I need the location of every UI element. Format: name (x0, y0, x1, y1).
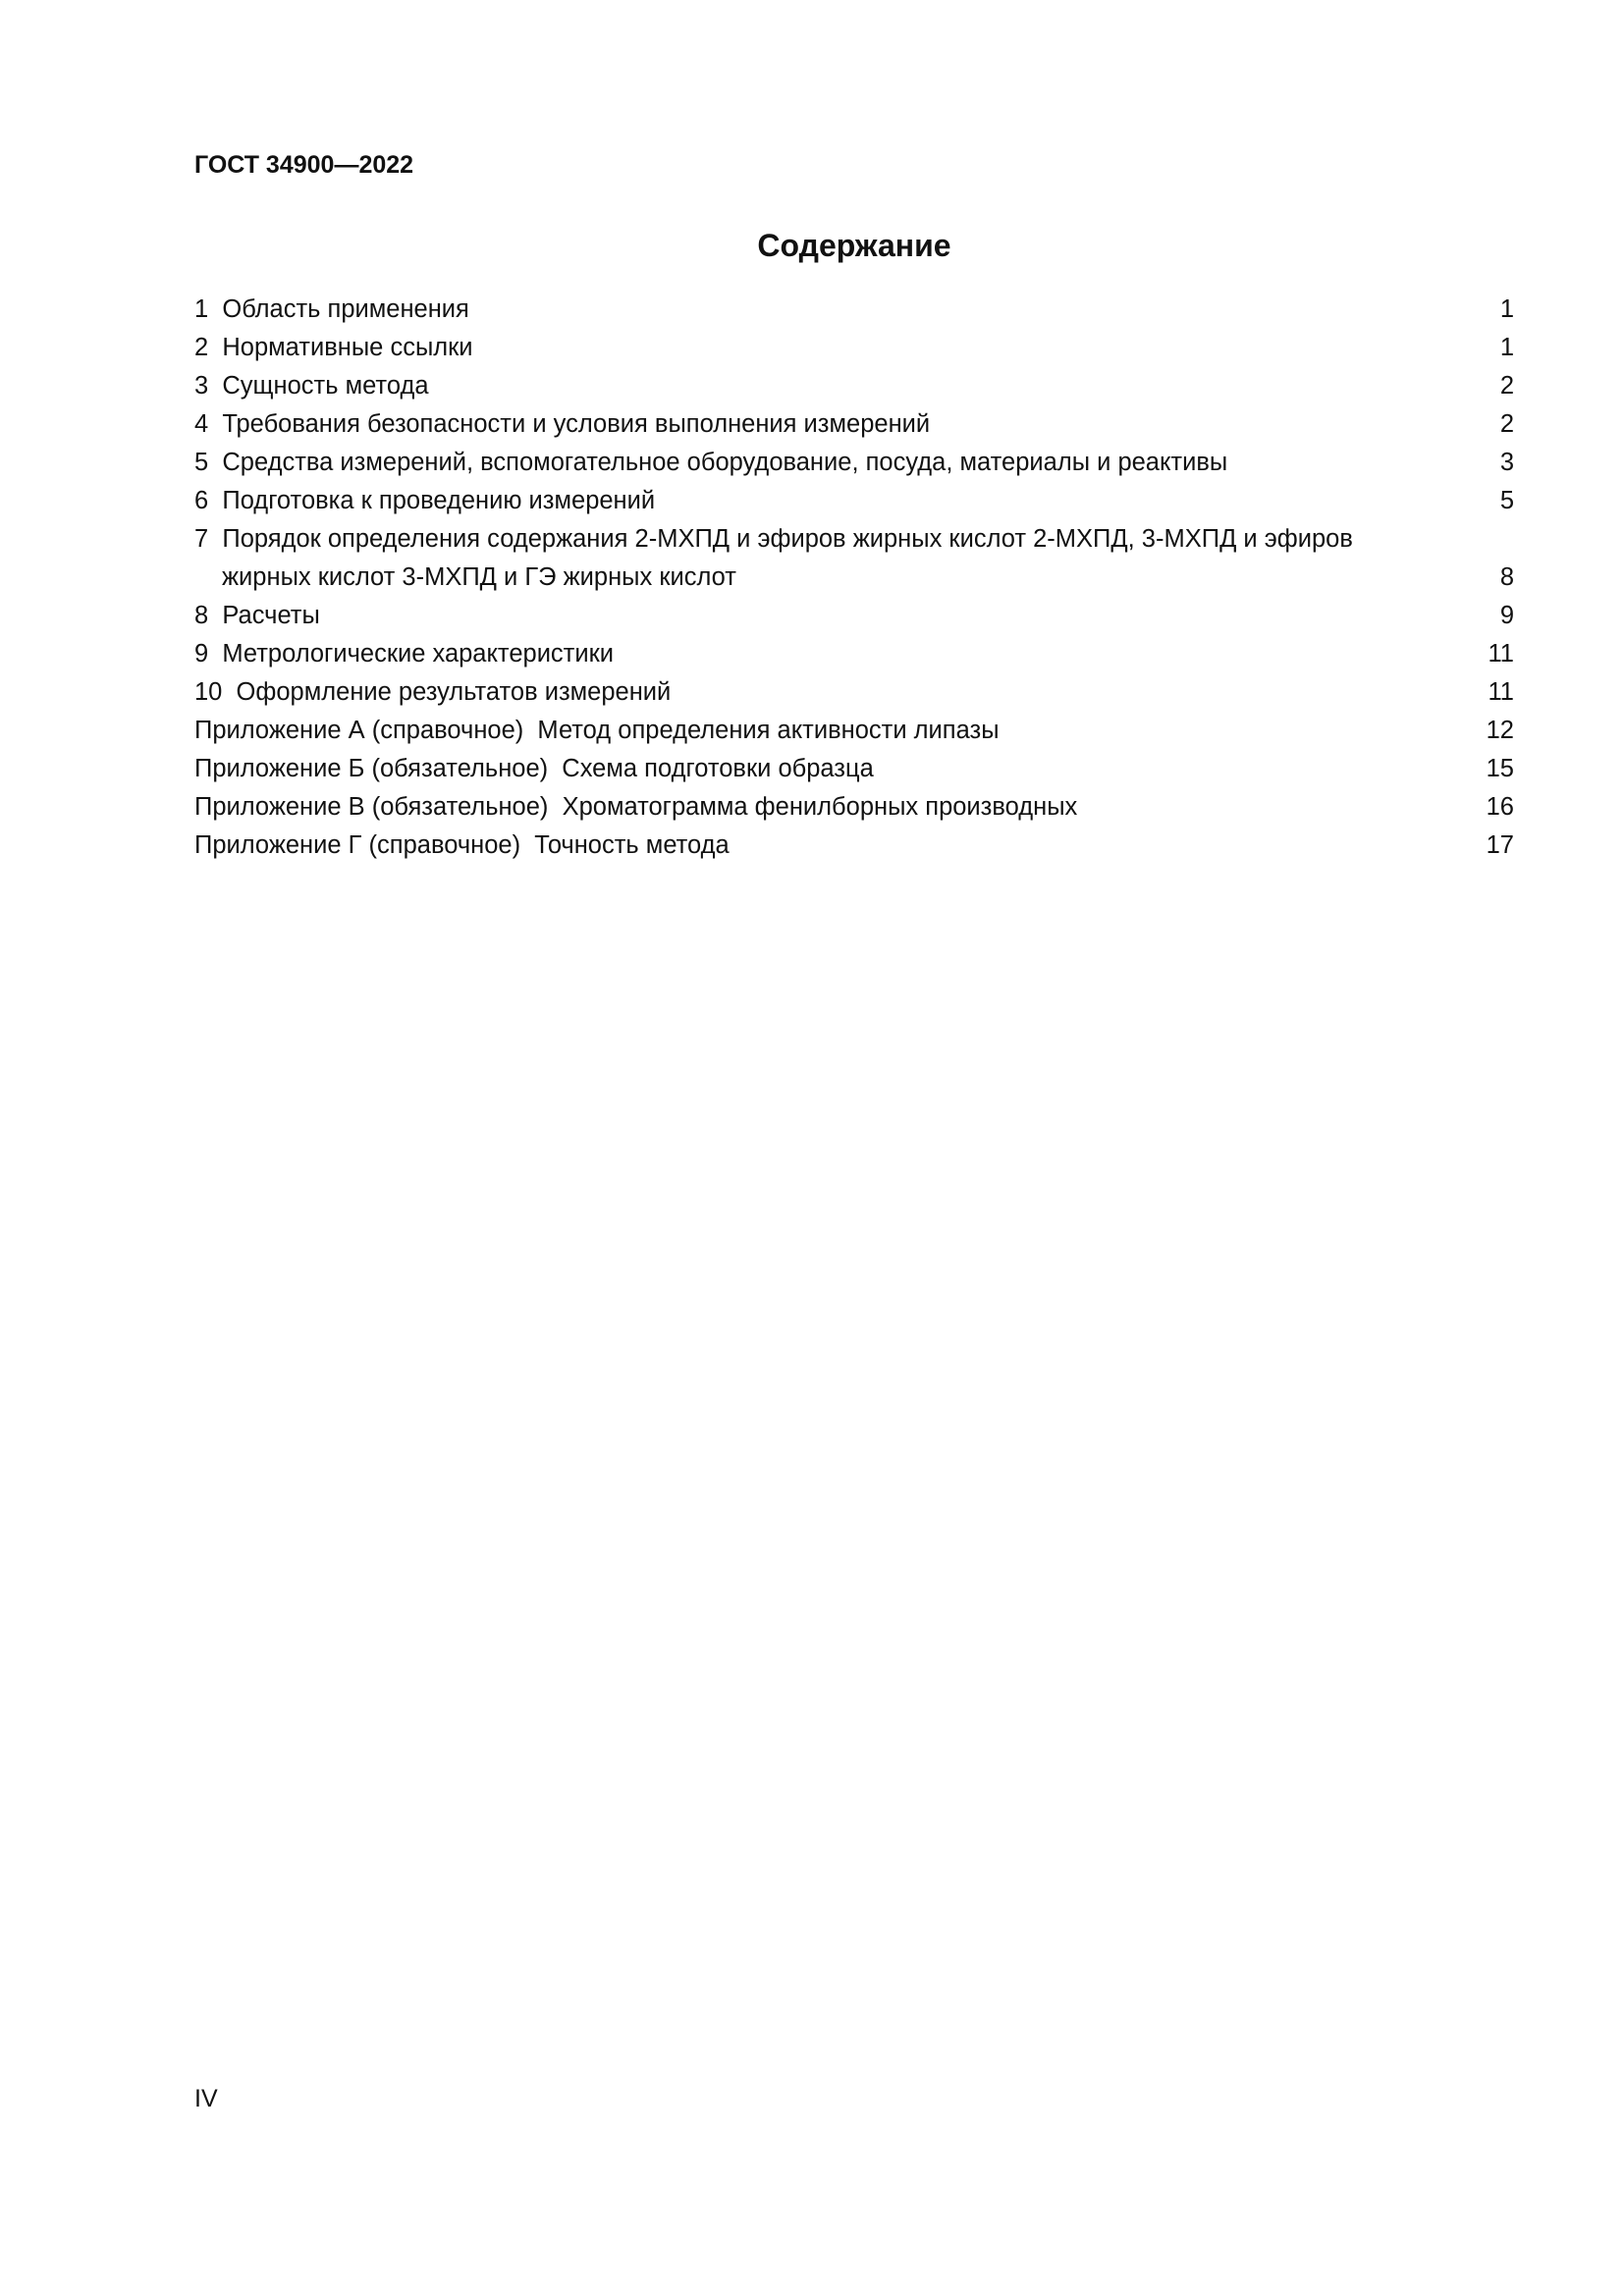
toc-entry[interactable] (194, 788, 1514, 827)
toc-entry-page: 12 (1486, 717, 1514, 744)
toc-entry-number: 7 (194, 525, 223, 553)
toc-entry-number: 6 (194, 487, 223, 514)
toc-entry-title: Нормативные ссылки (222, 334, 473, 361)
toc-entry-page: 11 (1488, 678, 1514, 706)
toc-entry-title: Сущность метода (222, 372, 429, 400)
toc-entry-title: Приложение Б (обязательное) Схема подготовки образца (194, 755, 874, 782)
toc-entry-page: 1 (1499, 295, 1514, 323)
toc-entry[interactable] (194, 750, 1514, 788)
toc-entry[interactable] (194, 367, 1514, 405)
toc-entry[interactable] (194, 712, 1514, 750)
toc-entry-page: 5 (1499, 487, 1514, 514)
toc-entry-title-line2: жирных кислот 3-МХПД и ГЭ жирных кислот (222, 563, 736, 591)
toc-entry-page: 3 (1499, 449, 1514, 476)
toc-entry-page: 9 (1499, 602, 1514, 629)
toc-entry-number: 3 (194, 372, 223, 400)
toc-entry-title-line1 (194, 520, 1514, 559)
toc-entry[interactable] (194, 482, 1514, 520)
toc-entry-number: 4 (194, 410, 223, 438)
toc-entry[interactable] (194, 635, 1514, 673)
toc-entry-page: 16 (1486, 793, 1514, 821)
toc-entry-title: Требования безопасности и условия выполнения измерений (222, 410, 931, 438)
toc-entry[interactable] (194, 673, 1514, 712)
toc-entry-title: Оформление результатов измерений (236, 678, 678, 706)
document-header: ГОСТ 34900—2022 (194, 151, 414, 179)
toc-entry[interactable] (194, 444, 1514, 482)
toc-entry-number: 10 (194, 678, 237, 706)
toc-entry[interactable] (194, 291, 1514, 329)
toc-entry-title: Средства измерений, вспомогательное оборудование, посуда, материалы и реактивы (222, 449, 1235, 476)
toc-entry-title: Порядок определения содержания 2-МХПД и эфиров жирных кислот 2-МХПД, 3-МХПД и эфиров (222, 525, 1353, 553)
toc-title: Содержание (757, 228, 951, 263)
toc-entry-number: 1 (194, 295, 223, 323)
toc-entry[interactable] (194, 405, 1514, 444)
toc-entry-page: 8 (1499, 563, 1514, 591)
toc-entry-title: Область применения (222, 295, 469, 323)
toc-entry-number: 9 (194, 640, 223, 667)
toc-entry-title: Приложение В (обязательное) Хроматограмма фенилборных производных (194, 793, 1085, 821)
page-number: IV (194, 2085, 218, 2112)
toc-entry-page: 1 (1499, 334, 1514, 361)
toc-entry-page: 2 (1499, 410, 1514, 438)
toc-entry-page: 11 (1488, 640, 1514, 667)
toc-entry-page: 2 (1499, 372, 1514, 400)
toc-entry-title: Приложение Г (справочное) Точность метода (194, 831, 736, 859)
toc-entry-page: 15 (1486, 755, 1514, 782)
table-of-contents (194, 291, 1514, 865)
toc-entry-page: 17 (1486, 831, 1514, 859)
toc-entry[interactable] (194, 329, 1514, 367)
toc-entry-title: Подготовка к проведению измерений (222, 487, 656, 514)
toc-entry-number: 5 (194, 449, 223, 476)
toc-entry[interactable] (194, 597, 1514, 635)
toc-entry[interactable] (194, 827, 1514, 865)
toc-entry-title: Расчеты (222, 602, 320, 629)
toc-entry-number: 8 (194, 602, 223, 629)
toc-entry[interactable] (194, 520, 1514, 597)
toc-entry-title: Приложение А (справочное) Метод определения активности липазы (194, 717, 1000, 744)
toc-entry-title: Метрологические характеристики (222, 640, 622, 667)
toc-entry-number: 2 (194, 334, 223, 361)
